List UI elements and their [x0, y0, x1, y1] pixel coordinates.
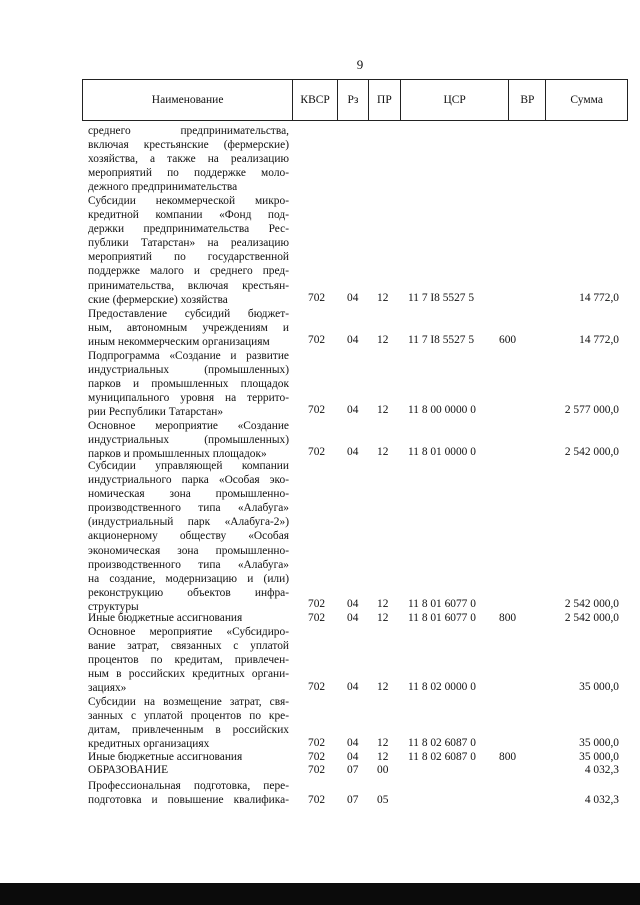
name-line: парков и промышленных площадок»	[88, 448, 267, 461]
cell-pr: 12	[377, 612, 389, 624]
name-line: Подпрограмма «Создание и развитие	[88, 350, 289, 362]
cell-sum: 35 000,0	[579, 681, 619, 693]
name-line: ным в российских кредитных органи-	[88, 668, 289, 681]
header-pr: ПР	[369, 80, 401, 120]
cell-kvsr: 702	[308, 292, 326, 304]
header-sum: Сумма	[570, 94, 603, 106]
cell-kvsr: 702	[308, 681, 326, 693]
name-line: Иные бюджетные ассигнования	[88, 612, 243, 624]
cell-rz: 04	[347, 598, 359, 610]
table-row	[0, 333, 640, 347]
cell-rz: 07	[347, 794, 359, 806]
name-line: держки предпринимательства Рес-	[88, 223, 289, 236]
name-line: индустриального парка «Особая эко-	[88, 474, 289, 487]
cell-csr: 11 8 02 6087 0	[408, 737, 476, 749]
header-vr: ВР	[509, 80, 546, 120]
cell-vr: 800	[499, 751, 517, 763]
cell-pr: 12	[377, 334, 389, 346]
cell-kvsr: 702	[308, 598, 326, 610]
cell-kvsr: 702	[308, 751, 326, 763]
cell-pr: 12	[377, 292, 389, 304]
name-line: публики Татарстан» на реализацию	[88, 237, 289, 250]
item-name-block	[88, 194, 289, 307]
name-line: хозяйства, а также на реализацию	[88, 153, 289, 166]
name-line: акционерному обществу «Особая	[88, 530, 289, 543]
name-line: производственного типа «Алабуга»	[88, 502, 289, 515]
name-line: парков и промышленных площадок	[88, 378, 289, 391]
name-line: зациях»	[88, 682, 127, 695]
cell-pr: 12	[377, 681, 389, 693]
cell-csr: 11 8 02 6087 0	[408, 751, 476, 763]
table-row	[0, 736, 640, 750]
table-row	[0, 445, 640, 459]
cell-kvsr: 702	[308, 334, 326, 346]
name-line: Иные бюджетные ассигнования	[88, 751, 243, 763]
cell-kvsr: 702	[308, 404, 326, 416]
name-line: мероприятий по государственной	[88, 251, 289, 264]
cell-rz: 04	[347, 334, 359, 346]
cell-sum: 2 542 000,0	[564, 446, 619, 458]
name-line: индустриальных (промышленных)	[88, 364, 289, 377]
cell-sum: 14 772,0	[579, 292, 619, 304]
name-line: подготовка и повышение квалифика-	[88, 794, 289, 807]
header-csr: ЦСР	[401, 80, 510, 120]
cell-pr: 12	[377, 751, 389, 763]
name-line: ские (фермерские) хозяйства	[88, 293, 228, 306]
name-line: включая крестьянские (фермерские)	[88, 139, 289, 152]
cell-csr: 11 8 00 0000 0	[408, 404, 476, 416]
header-name: Наименование	[83, 80, 293, 120]
cell-rz: 04	[347, 751, 359, 763]
name-line: индустриальных (промышленных)	[88, 434, 289, 447]
cell-rz: 04	[347, 681, 359, 693]
cell-sum: 4 032,3	[584, 794, 619, 806]
name-line: производственного типа «Алабуга»	[88, 558, 289, 571]
cell-kvsr: 702	[308, 612, 326, 624]
item-name-block	[88, 459, 289, 614]
cell-vr: 800	[499, 612, 517, 624]
name-line: структуры	[88, 600, 139, 613]
table-header	[82, 79, 628, 121]
cell-pr: 00	[377, 764, 389, 776]
cell-pr: 12	[377, 446, 389, 458]
cell-pr: 12	[377, 598, 389, 610]
cell-kvsr: 702	[308, 446, 326, 458]
header-rz: Рз	[338, 80, 369, 120]
cell-csr: 11 8 01 6077 0	[408, 612, 476, 624]
table-row	[0, 611, 640, 625]
name-line: рии Республики Татарстан»	[88, 406, 224, 419]
name-line: на создание, модернизацию и (или)	[88, 572, 289, 585]
name-line: Основное мероприятие «Субсидиро-	[88, 626, 289, 638]
cell-rz: 04	[347, 612, 359, 624]
cell-rz: 04	[347, 404, 359, 416]
cell-csr: 11 8 01 0000 0	[408, 446, 476, 458]
cell-pr: 05	[377, 794, 389, 806]
cell-rz: 04	[347, 446, 359, 458]
item-name-block	[88, 124, 289, 194]
cell-kvsr: 702	[308, 737, 326, 749]
table-row	[0, 763, 640, 777]
cell-rz: 04	[347, 737, 359, 749]
name-line: среднего предпринимательства,	[88, 125, 289, 137]
cell-kvsr: 702	[308, 764, 326, 776]
header-kvsr: КВСР	[293, 80, 338, 120]
cell-rz: 07	[347, 764, 359, 776]
table-row	[0, 291, 640, 305]
cell-sum: 14 772,0	[579, 334, 619, 346]
table-row	[0, 403, 640, 417]
table-row	[0, 597, 640, 611]
name-line: иным некоммерческим организациям	[88, 336, 270, 349]
name-line: Субсидии на возмещение затрат, свя-	[88, 696, 289, 708]
name-line: Основное мероприятие «Создание	[88, 420, 289, 432]
name-line: кредитной компании «Фонд под-	[88, 209, 289, 222]
name-line: дитам, привлеченным в российских	[88, 724, 289, 737]
name-line: Предоставление субсидий бюджет-	[88, 308, 289, 320]
name-line: экономическая зона промышленно-	[88, 544, 289, 557]
name-line: мероприятий по поддержке моло-	[88, 167, 289, 180]
cell-kvsr: 702	[308, 794, 326, 806]
name-line: поддержке малого и среднего пред-	[88, 265, 289, 278]
cell-pr: 12	[377, 737, 389, 749]
cell-rz: 04	[347, 292, 359, 304]
name-line: дежного предпринимательства	[88, 181, 238, 194]
name-line: (индустриальный парк «Алабуга-2»)	[88, 516, 289, 529]
name-line: муниципального уровня на террито-	[88, 392, 289, 405]
name-line: занных с уплатой процентов по кре-	[88, 710, 289, 723]
cell-sum: 2 542 000,0	[564, 612, 619, 624]
scan-edge-bar	[0, 883, 640, 905]
table-row	[0, 793, 640, 807]
name-line: кредитных организациях	[88, 738, 210, 751]
table-row	[0, 680, 640, 694]
table-row	[0, 750, 640, 764]
cell-sum: 2 577 000,0	[564, 404, 619, 416]
name-line: Профессиональная подготовка, пере-	[88, 780, 289, 792]
name-line: ным, автономным учреждениям и	[88, 322, 289, 335]
cell-pr: 12	[377, 404, 389, 416]
cell-sum: 2 542 000,0	[564, 598, 619, 610]
name-line: процентов по кредитам, привлечен-	[88, 654, 289, 667]
cell-vr: 600	[499, 334, 517, 346]
name-line: реконструкцию объектов инфра-	[88, 586, 289, 599]
cell-sum: 4 032,3	[584, 764, 619, 776]
name-line: принимательства, включая крестьян-	[88, 279, 289, 292]
cell-sum: 35 000,0	[579, 751, 619, 763]
name-line: ОБРАЗОВАНИЕ	[88, 764, 169, 776]
cell-csr: 11 7 I8 5527 5	[408, 292, 475, 304]
name-line: Субсидии некоммерческой микро-	[88, 195, 289, 207]
cell-csr: 11 8 02 0000 0	[408, 681, 476, 693]
page-number: 9	[356, 57, 364, 72]
name-line: номическая зона промышленно-	[88, 488, 289, 501]
name-line: вание затрат, связанных с уплатой	[88, 640, 289, 653]
cell-csr: 11 7 I8 5527 5	[408, 334, 475, 346]
cell-csr: 11 8 01 6077 0	[408, 598, 476, 610]
name-line: Субсидии управляющей компании	[88, 460, 289, 472]
cell-sum: 35 000,0	[579, 737, 619, 749]
